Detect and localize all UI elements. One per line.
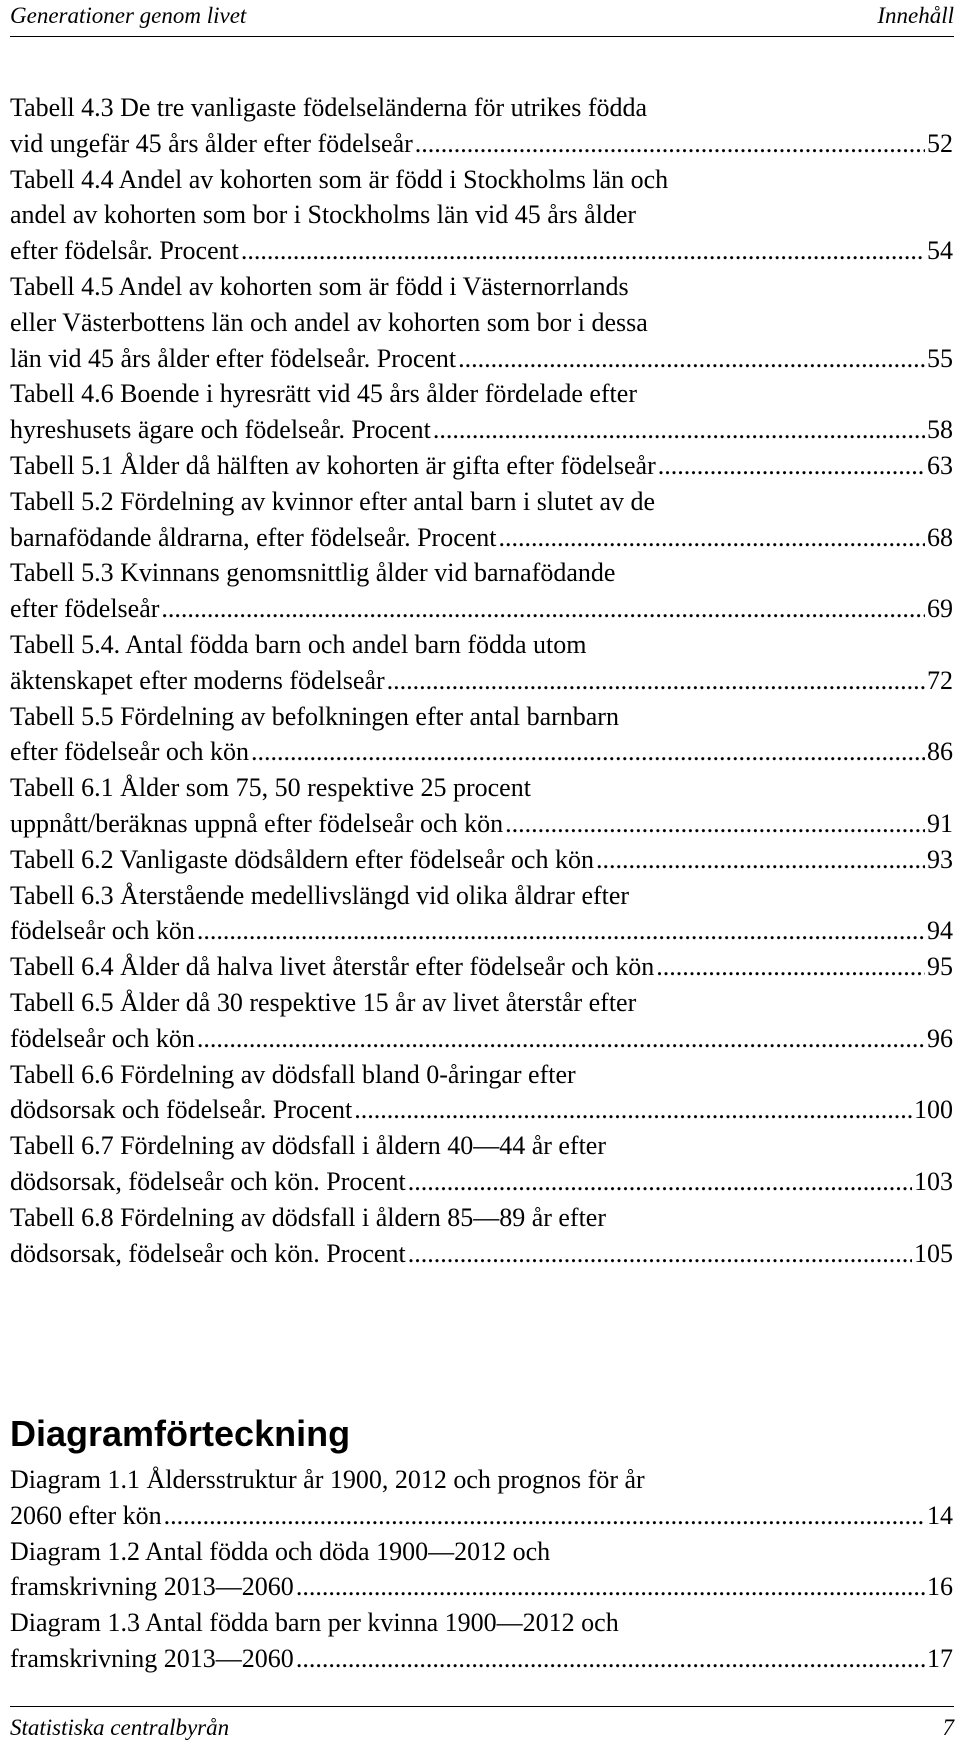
section-name: Innehåll: [877, 3, 954, 28]
dot-leader: [499, 520, 925, 556]
table-entry[interactable]: [10, 376, 953, 448]
table-entry-page: 54: [927, 236, 953, 266]
table-entry-title-line: födelseår och kön: [10, 1023, 195, 1053]
table-entry-title-line: födelseår och kön: [10, 916, 195, 946]
table-entry-page: 58: [927, 415, 953, 445]
table-entry-last-line: [10, 412, 953, 448]
table-entry-title-line: Tabell 5.5 Fördelning av befolkningen efter antal barnbarn: [10, 701, 619, 731]
dot-leader: [415, 126, 925, 162]
publisher-name: Statistiska centralbyrån: [10, 1715, 230, 1740]
table-entry-page: 105: [914, 1238, 953, 1268]
table-entry-title-line: Tabell 4.5 Andel av kohorten som är född i Västernorrlands: [10, 271, 629, 301]
table-entry-page: 69: [927, 594, 953, 624]
diagram-entry-title-line: Diagram 1.2 Antal födda och döda 1900—2012 och: [10, 1536, 551, 1566]
dot-leader: [296, 1641, 925, 1677]
dot-leader: [505, 806, 925, 842]
table-entry-title-line: Tabell 6.4 Ålder då halva livet återstår efter födelseår och kön: [10, 952, 655, 982]
table-entry-title-line: Tabell 5.3 Kvinnans genomsnittlig ålder vid barnafödande: [10, 558, 616, 588]
table-entry[interactable]: [10, 1200, 953, 1272]
table-entry[interactable]: [10, 269, 953, 376]
table-entry-title-line: Tabell 4.6 Boende i hyresrätt vid 45 års ålder fördelade efter: [10, 379, 637, 409]
diagram-entry-last-line: [10, 1569, 953, 1605]
table-entry-title-line: Tabell 5.1 Ålder då hälften av kohorten är gifta efter födelseår: [10, 450, 656, 480]
table-entry-page: 100: [914, 1095, 953, 1125]
table-of-diagrams: [10, 1462, 953, 1677]
table-entry[interactable]: [10, 162, 953, 269]
diagram-entry[interactable]: [10, 1605, 953, 1677]
diagram-entry-page: 14: [927, 1500, 953, 1530]
table-entry-title-line: län vid 45 års ålder efter födelseår. Procent: [10, 343, 457, 373]
dot-leader: [241, 233, 925, 269]
table-entry-page: 52: [927, 128, 953, 158]
table-entry[interactable]: [10, 90, 953, 162]
diagram-entry-title-line: Diagram 1.3 Antal födda barn per kvinna 1900—2012 och: [10, 1608, 619, 1638]
table-entry-title-line: Tabell 4.4 Andel av kohorten som är född i Stockholms län och: [10, 164, 669, 194]
table-entry-last-line: [10, 1236, 953, 1272]
table-entry-title-line: Tabell 6.5 Ålder då 30 respektive 15 år av livet återstår efter: [10, 987, 637, 1017]
table-entry-title-line: Tabell 6.7 Fördelning av dödsfall i åldern 40—44 år efter: [10, 1131, 607, 1161]
dot-leader: [433, 412, 925, 448]
table-entry-title-line: andel av kohorten som bor i Stockholms län vid 45 års ålder: [10, 200, 637, 230]
page-number: 7: [942, 1715, 954, 1740]
table-entry-title-line: efter födelseår och kön: [10, 737, 249, 767]
table-entry-page: 68: [927, 522, 953, 552]
table-entry[interactable]: [10, 1057, 953, 1129]
page-footer: [10, 1706, 954, 1743]
table-entry[interactable]: [10, 770, 953, 842]
diagram-entry-title-line: 2060 efter kön: [10, 1500, 162, 1530]
dot-leader: [458, 341, 925, 377]
diagram-entry-last-line: [10, 1498, 953, 1534]
dot-leader: [164, 1498, 925, 1534]
table-entry-title-line: dödsorsak och födelseår. Procent: [10, 1095, 353, 1125]
dot-leader: [387, 663, 925, 699]
diagram-entry-last-line: [10, 1641, 953, 1677]
table-entry[interactable]: [10, 949, 953, 985]
table-entry-last-line: [10, 448, 953, 484]
table-entry-title-line: vid ungefär 45 års ålder efter födelseår: [10, 128, 413, 158]
table-entry-title-line: Tabell 5.4. Antal födda barn och andel barn födda utom: [10, 629, 587, 659]
dot-leader: [656, 949, 925, 985]
table-entry-page: 94: [927, 916, 953, 946]
table-entry-last-line: [10, 520, 953, 556]
table-entry-page: 103: [914, 1166, 953, 1196]
dot-leader: [408, 1236, 912, 1272]
table-entry-title-line: Tabell 5.2 Fördelning av kvinnor efter antal barn i slutet av de: [10, 486, 656, 516]
page-header: [10, 0, 954, 37]
table-entry-last-line: [10, 806, 953, 842]
table-entry[interactable]: [10, 699, 953, 771]
table-entry-page: 86: [927, 737, 953, 767]
table-entry[interactable]: [10, 985, 953, 1057]
table-entry-title-line: barnafödande åldrarna, efter födelseår. Procent: [10, 522, 497, 552]
table-entry-page: 72: [927, 665, 953, 695]
table-entry[interactable]: [10, 842, 953, 878]
table-entry-title-line: efter födelsår. Procent: [10, 236, 239, 266]
table-entry-page: 55: [927, 343, 953, 373]
diagram-entry-title-line: framskrivning 2013—2060: [10, 1572, 294, 1602]
table-entry-page: 93: [927, 844, 953, 874]
dot-leader: [596, 842, 925, 878]
table-entry-page: 91: [927, 808, 953, 838]
table-entry-title-line: Tabell 6.1 Ålder som 75, 50 respektive 25 procent: [10, 773, 531, 803]
table-entry[interactable]: [10, 484, 953, 556]
diagram-list-heading: Diagramförteckning: [10, 1413, 351, 1454]
dot-leader: [197, 1021, 925, 1057]
table-entry-title-line: efter födelseår: [10, 594, 160, 624]
table-entry-last-line: [10, 341, 953, 377]
table-entry-title-line: dödsorsak, födelseår och kön. Procent: [10, 1166, 406, 1196]
dot-leader: [408, 1164, 912, 1200]
dot-leader: [658, 448, 925, 484]
dot-leader: [197, 913, 925, 949]
table-entry-last-line: [10, 949, 953, 985]
table-entry-page: 63: [927, 450, 953, 480]
table-entry-last-line: [10, 1092, 953, 1128]
diagram-entry-page: 17: [927, 1643, 953, 1673]
table-entry-last-line: [10, 842, 953, 878]
table-entry-title-line: dödsorsak, födelseår och kön. Procent: [10, 1238, 406, 1268]
table-entry-title-line: uppnått/beräknas uppnå efter födelseår och kön: [10, 808, 504, 838]
table-entry[interactable]: [10, 448, 953, 484]
table-entry[interactable]: [10, 878, 953, 950]
diagram-entry-title-line: framskrivning 2013—2060: [10, 1643, 294, 1673]
table-entry-title-line: Tabell 4.3 De tre vanligaste födelseländerna för utrikes födda: [10, 93, 648, 122]
table-entry-title-line: äktenskapet efter moderns födelseår: [10, 665, 385, 695]
diagram-entry-page: 16: [927, 1572, 953, 1602]
table-of-tables: [10, 90, 953, 1271]
table-entry[interactable]: [10, 555, 953, 627]
table-entry-last-line: [10, 591, 953, 627]
diagram-entry-title-line: Diagram 1.1 Åldersstruktur år 1900, 2012 och prognos för år: [10, 1465, 645, 1494]
table-entry-title-line: Tabell 6.2 Vanligaste dödsåldern efter födelseår och kön: [10, 844, 594, 874]
table-entry[interactable]: [10, 1128, 953, 1200]
table-entry[interactable]: [10, 627, 953, 699]
diagram-entry[interactable]: [10, 1534, 953, 1606]
table-entry-title-line: eller Västerbottens län och andel av kohorten som bor i dessa: [10, 307, 648, 337]
table-entry-title-line: Tabell 6.3 Återstående medellivslängd vid olika åldrar efter: [10, 880, 630, 910]
table-entry-title-line: Tabell 6.8 Fördelning av dödsfall i åldern 85—89 år efter: [10, 1202, 607, 1232]
dot-leader: [296, 1569, 925, 1605]
running-title: Generationer genom livet: [10, 3, 247, 28]
table-entry-last-line: [10, 1021, 953, 1057]
dot-leader: [161, 591, 925, 627]
table-entry-page: 96: [927, 1023, 953, 1053]
table-entry-page: 95: [927, 952, 953, 982]
table-entry-title-line: Tabell 6.6 Fördelning av dödsfall bland 0-åringar efter: [10, 1059, 576, 1089]
table-entry-last-line: [10, 734, 953, 770]
table-entry-last-line: [10, 913, 953, 949]
table-entry-last-line: [10, 233, 953, 269]
table-entry-title-line: hyreshusets ägare och födelseår. Procent: [10, 415, 431, 445]
diagram-entry[interactable]: [10, 1462, 953, 1534]
table-entry-last-line: [10, 1164, 953, 1200]
table-entry-last-line: [10, 663, 953, 699]
table-entry-last-line: [10, 126, 953, 162]
dot-leader: [251, 734, 925, 770]
dot-leader: [354, 1092, 912, 1128]
